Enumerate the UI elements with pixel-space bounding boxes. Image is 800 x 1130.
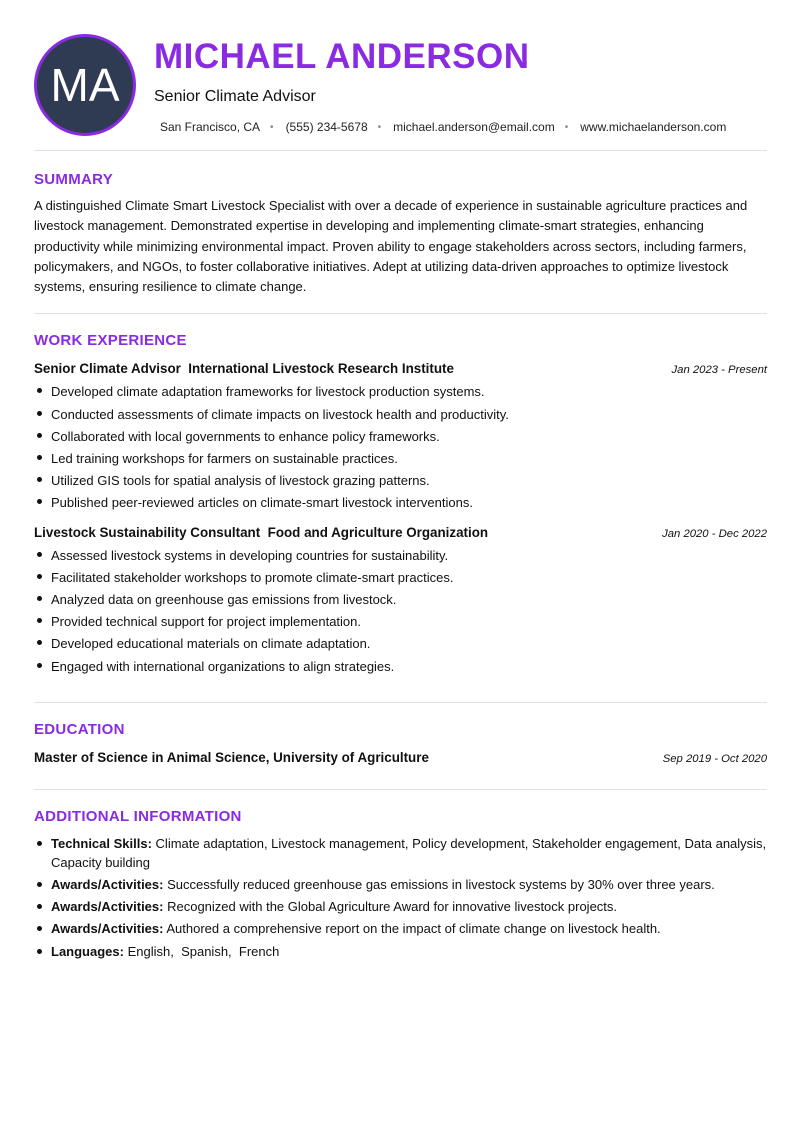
- item-text: Climate adaptation, Livestock management, Policy development, Stakeholder engagement, Data analysis, Capacity building: [51, 835, 767, 870]
- item-label: Awards/Activities:: [51, 920, 164, 936]
- list-item: Led training workshops for farmers on sustainable practices.: [34, 448, 767, 470]
- item-text: Authored a comprehensive report on the impact of climate change on livestock health.: [166, 920, 661, 936]
- job-header: [34, 361, 767, 376]
- education-section: [34, 703, 767, 789]
- contact-website[interactable]: www.michaelanderson.com: [580, 120, 727, 134]
- list-item: Facilitated stakeholder workshops to promote climate-smart practices.: [34, 567, 767, 589]
- section-heading: ADDITIONAL INFORMATION: [34, 807, 242, 825]
- degree: Master of Science in Animal Science, University of Agriculture: [34, 749, 429, 765]
- contact-phone: (555) 234-5678: [285, 120, 368, 134]
- list-item: Conducted assessments of climate impacts on livestock health and productivity.: [34, 404, 767, 426]
- item-text: Recognized with the Global Agriculture Award for innovative livestock projects.: [167, 898, 618, 914]
- summary-text: A distinguished Climate Smart Livestock Specialist with over a decade of experience in sustainable agriculture practices and livestock management. Demonstrated expertise in developing and implementing climate-smart strategies, enhancing productivity while minimizing environmental impact. Proven ability to engage stakeholders across sectors, including farmers, policymakers, and NGOs, to foster collaborative initiatives. Adept at utilizing data-driven approaches to optimize livestock systems, ensuring resilience to climate change.: [34, 198, 748, 295]
- contact-separator: •: [564, 121, 569, 133]
- contact-location: San Francisco, CA: [160, 120, 261, 134]
- list-item: Collaborated with local governments to enhance policy frameworks.: [34, 426, 767, 448]
- list-item: Utilized GIS tools for spatial analysis of livestock grazing patterns.: [34, 470, 767, 492]
- candidate-title: Senior Climate Advisor: [154, 88, 316, 105]
- list-item: Engaged with international organizations to align strategies.: [34, 656, 767, 678]
- list-item: Developed climate adaptation frameworks for livestock production systems.: [34, 381, 767, 403]
- list-item: Published peer-reviewed articles on climate-smart livestock interventions.: [34, 492, 767, 514]
- work-experience-section: [34, 314, 767, 701]
- item-label: Languages:: [51, 943, 124, 959]
- section-heading: SUMMARY: [34, 171, 114, 188]
- contact-separator: •: [270, 121, 274, 133]
- summary-section: [34, 151, 767, 313]
- list-item: Developed educational materials on climate adaptation.: [34, 633, 767, 655]
- resume-header: [34, 0, 767, 150]
- contact-email[interactable]: michael.anderson@email.com: [393, 120, 555, 134]
- list-item: Provided technical support for project implementation.: [34, 611, 767, 633]
- education-entry: [34, 750, 767, 765]
- job-entry: [34, 361, 767, 514]
- item-text: Successfully reduced greenhouse gas emissions in livestock systems by 30% over three years.: [167, 876, 715, 892]
- job-title: Senior Climate Advisor International Livestock Research Institute: [34, 361, 454, 377]
- additional-info-section: [34, 790, 767, 961]
- avatar: [34, 34, 136, 136]
- item-label: Awards/Activities:: [51, 876, 164, 892]
- job-title: Livestock Sustainability Consultant Food and Agriculture Organization: [34, 524, 489, 540]
- item-label: Technical Skills:: [51, 835, 152, 851]
- contact-line: [160, 120, 726, 134]
- list-item: [34, 834, 767, 872]
- item-label: Awards/Activities:: [51, 898, 164, 914]
- list-item: Analyzed data on greenhouse gas emissions from livestock.: [34, 589, 767, 611]
- job-date: Jan 2023 - Present: [671, 364, 767, 377]
- education-date: Sep 2019 - Oct 2020: [662, 752, 767, 765]
- list-item: [34, 875, 767, 894]
- list-item: Assessed livestock systems in developing countries for sustainability.: [34, 545, 767, 567]
- additional-info-list: [34, 834, 767, 961]
- list-item: [34, 919, 767, 938]
- avatar-initials: MA: [50, 59, 120, 111]
- list-item: [34, 942, 767, 961]
- job-bullets: [34, 381, 767, 514]
- job-entry: [34, 525, 767, 678]
- list-item: [34, 897, 767, 916]
- job-date: Jan 2020 - Dec 2022: [662, 527, 767, 540]
- item-text: English, Spanish, French: [127, 943, 280, 959]
- job-bullets: [34, 545, 767, 678]
- section-heading: EDUCATION: [34, 720, 125, 738]
- job-header: [34, 525, 767, 540]
- section-heading: WORK EXPERIENCE: [34, 332, 187, 350]
- candidate-name: MICHAEL ANDERSON: [154, 37, 530, 76]
- contact-separator: •: [377, 121, 382, 133]
